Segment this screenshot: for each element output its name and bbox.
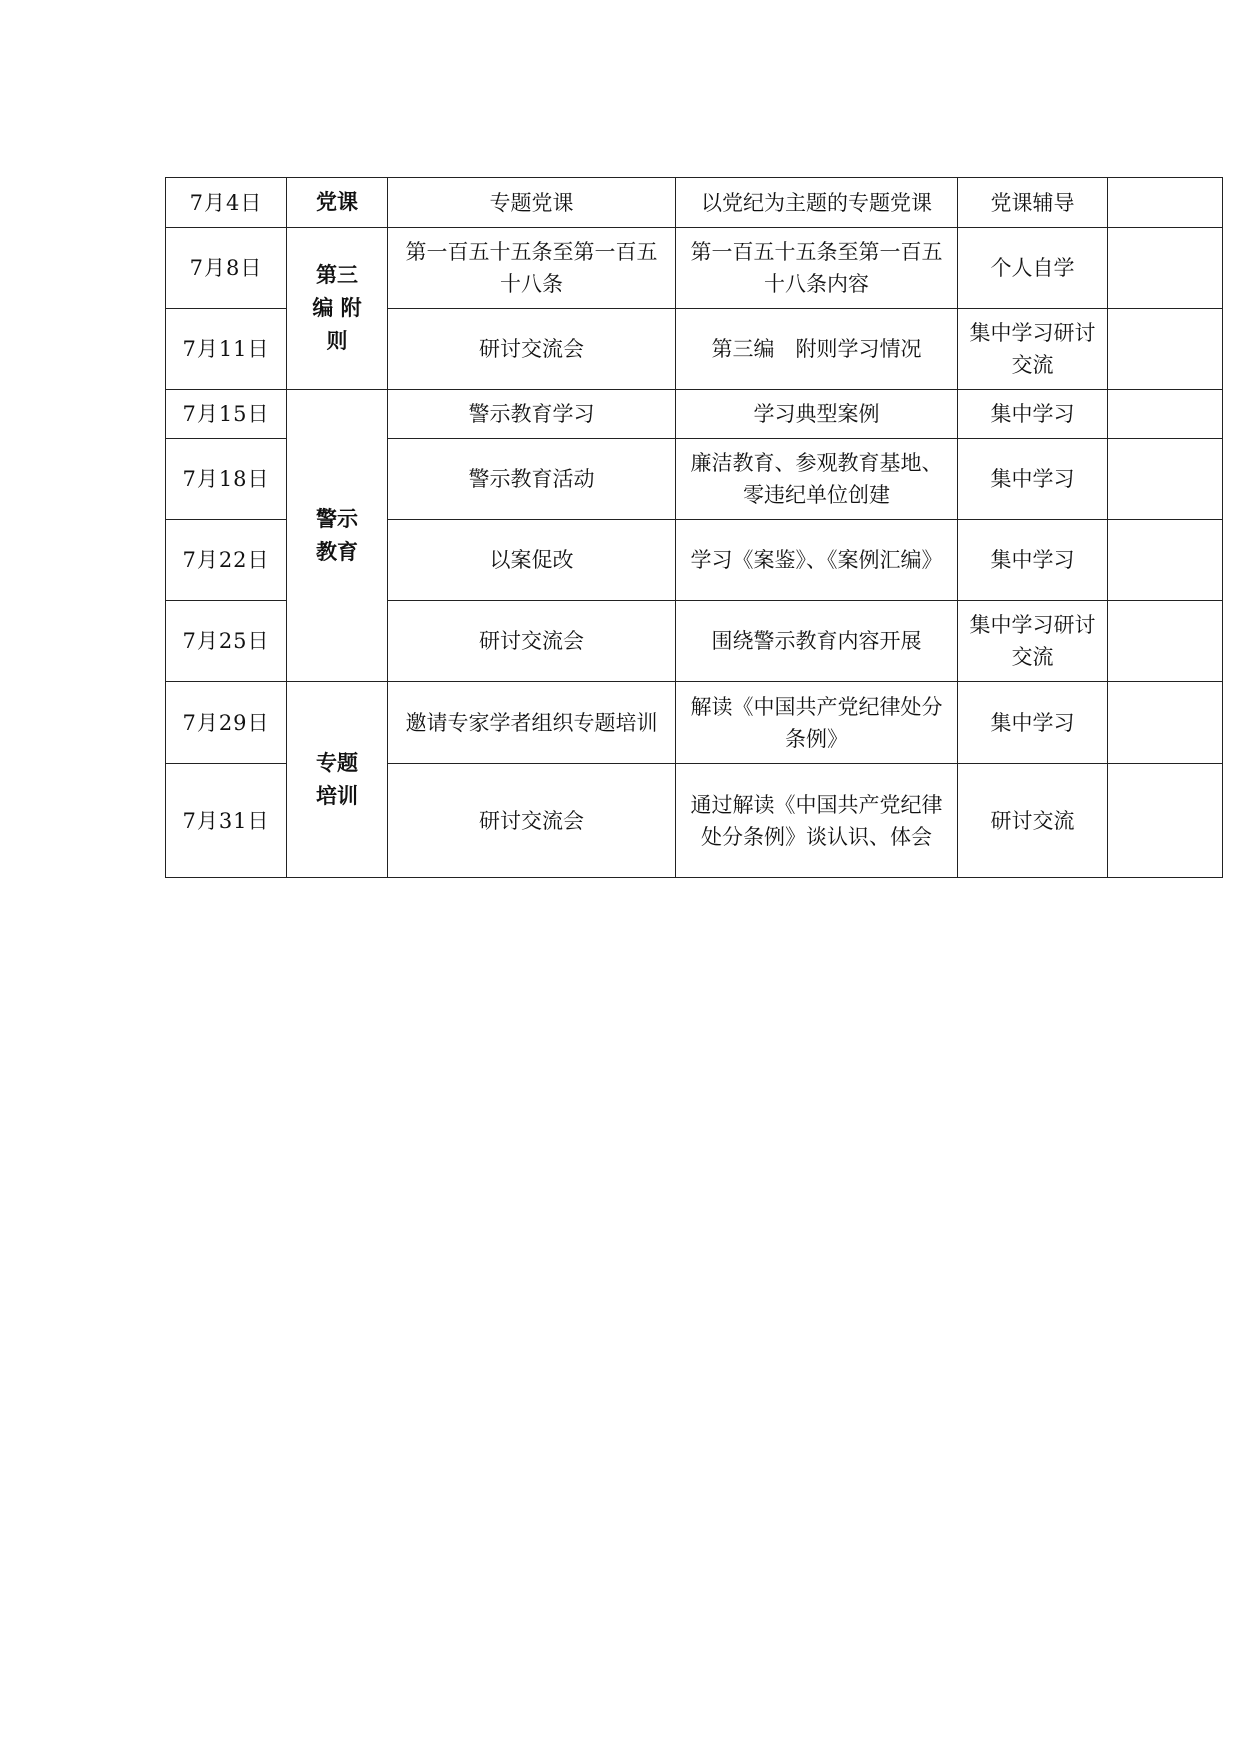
category-cell: 党课 [287, 178, 388, 228]
content-cell: 学习典型案例 [676, 390, 958, 439]
study-schedule-table [165, 177, 1223, 878]
form-cell: 第一百五十五条至第一百五十八条 [388, 228, 676, 309]
date-cell: 7月11日 [166, 309, 287, 390]
table-row [166, 228, 1223, 309]
category-cell: 警示教育 [287, 390, 388, 682]
note-cell [1108, 390, 1223, 439]
date-cell: 7月18日 [166, 439, 287, 520]
date-cell: 7月25日 [166, 601, 287, 682]
method-cell: 集中学习 [958, 390, 1108, 439]
date-cell: 7月4日 [166, 178, 287, 228]
note-cell [1108, 228, 1223, 309]
content-cell: 解读《中国共产党纪律处分条例》 [676, 682, 958, 764]
method-cell: 集中学习研讨交流 [958, 601, 1108, 682]
content-cell: 学习《案鉴》、《案例汇编》 [676, 520, 958, 601]
note-cell [1108, 601, 1223, 682]
form-cell: 邀请专家学者组织专题培训 [388, 682, 676, 764]
content-cell: 通过解读《中国共产党纪律处分条例》谈认识、体会 [676, 764, 958, 878]
form-cell: 研讨交流会 [388, 601, 676, 682]
method-cell: 集中学习 [958, 520, 1108, 601]
content-cell: 第一百五十五条至第一百五十八条内容 [676, 228, 958, 309]
category-cell: 专题培训 [287, 682, 388, 878]
form-cell: 研讨交流会 [388, 309, 676, 390]
method-cell: 集中学习研讨交流 [958, 309, 1108, 390]
note-cell [1108, 764, 1223, 878]
form-cell: 专题党课 [388, 178, 676, 228]
date-cell: 7月31日 [166, 764, 287, 878]
method-cell: 研讨交流 [958, 764, 1108, 878]
content-cell: 以党纪为主题的专题党课 [676, 178, 958, 228]
date-cell: 7月15日 [166, 390, 287, 439]
content-cell: 廉洁教育、参观教育基地、零违纪单位创建 [676, 439, 958, 520]
note-cell [1108, 520, 1223, 601]
note-cell [1108, 178, 1223, 228]
note-cell [1108, 439, 1223, 520]
method-cell: 集中学习 [958, 439, 1108, 520]
table-row [166, 390, 1223, 439]
date-cell: 7月8日 [166, 228, 287, 309]
form-cell: 以案促改 [388, 520, 676, 601]
note-cell [1108, 309, 1223, 390]
form-cell: 研讨交流会 [388, 764, 676, 878]
date-cell: 7月22日 [166, 520, 287, 601]
method-cell: 党课辅导 [958, 178, 1108, 228]
content-cell: 围绕警示教育内容开展 [676, 601, 958, 682]
note-cell [1108, 682, 1223, 764]
table-row [166, 178, 1223, 228]
date-cell: 7月29日 [166, 682, 287, 764]
method-cell: 集中学习 [958, 682, 1108, 764]
category-cell: 第三编 附则 [287, 228, 388, 390]
form-cell: 警示教育学习 [388, 390, 676, 439]
method-cell: 个人自学 [958, 228, 1108, 309]
table-row [166, 682, 1223, 764]
form-cell: 警示教育活动 [388, 439, 676, 520]
content-cell: 第三编 附则学习情况 [676, 309, 958, 390]
